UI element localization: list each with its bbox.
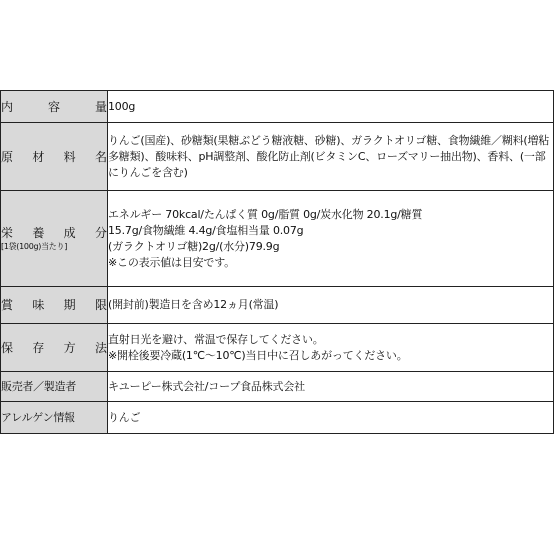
label-char: 名 — [94, 149, 107, 164]
label-char: 保 — [1, 340, 14, 355]
label-char: 分 — [94, 226, 107, 240]
label-cell-ingredients — [1, 123, 108, 191]
label-cell-contents — [1, 91, 108, 123]
seller-value: キユーピー株式会社/コープ食品株式会社 — [108, 379, 305, 393]
row-allergen — [1, 402, 554, 434]
value-cell-seller — [108, 372, 554, 402]
label-char: 存 — [32, 340, 45, 355]
row-label — [1, 149, 107, 165]
row-seller — [1, 372, 554, 402]
label-char: 賞 — [1, 298, 14, 312]
contents-value: 100g — [108, 99, 136, 113]
nutrition-note: ※この表示値は目安です。 — [108, 255, 235, 269]
label-cell-best-before — [1, 287, 108, 324]
product-info-table — [0, 90, 554, 434]
label-cell-seller — [1, 372, 108, 402]
value-cell-allergen — [108, 402, 554, 434]
row-ingredients — [1, 123, 554, 191]
row-best-before — [1, 287, 554, 324]
label-char: 限 — [94, 298, 107, 312]
row-contents — [1, 91, 554, 123]
ingredients-value: りんご(国産)、砂糖類(果糖ぶどう糖液糖、砂糖)、ガラクトオリゴ糖、食物繊維／糊料(増粘多糖類)、酸味料、pH調整剤、酸化防止剤(ビタミンC、ローズマリー抽出物)、香料、(一部にりんごを含む) — [108, 133, 550, 179]
label-char: 養 — [32, 226, 45, 240]
label-char: 法 — [94, 340, 107, 355]
label-char: 料 — [63, 149, 76, 164]
row-storage — [1, 324, 554, 372]
value-cell-ingredients — [108, 123, 554, 191]
label-char: 内 — [1, 99, 14, 114]
nutrition-line: 15.7g/食物繊維 4.4g/食塩相当量 0.07g — [108, 223, 304, 237]
label-char: 方 — [63, 340, 76, 355]
nutrition-line: エネルギー 70kcal/たんぱく質 0g/脂質 0g/炭水化物 20.1g/糖質 — [108, 207, 423, 221]
label-char: 味 — [32, 298, 45, 312]
value-cell-contents — [108, 91, 554, 123]
row-label: 販売者／製造者 — [1, 379, 76, 393]
label-char: 原 — [1, 149, 14, 164]
label-char: 成 — [63, 226, 76, 240]
label-cell-nutrition — [1, 191, 108, 287]
storage-line: ※開栓後要冷蔵(1℃〜10℃)当日中に召しあがってください。 — [108, 348, 408, 362]
value-cell-best-before — [108, 287, 554, 324]
row-nutrition — [1, 191, 554, 287]
label-char: 量 — [94, 99, 107, 114]
label-char: 栄 — [1, 226, 14, 240]
row-label — [1, 225, 107, 241]
row-label — [1, 99, 107, 115]
allergen-value: りんご — [108, 410, 141, 424]
value-cell-storage — [108, 324, 554, 372]
label-cell-storage — [1, 324, 108, 372]
storage-line: 直射日光を避け、常温で保存してください。 — [108, 332, 324, 346]
best-before-value: (開封前)製造日を含め12ヵ月(常温) — [108, 298, 279, 311]
row-label — [1, 340, 107, 356]
row-label — [1, 297, 107, 313]
label-char: 容 — [47, 99, 60, 114]
label-char: 材 — [32, 149, 45, 164]
nutrition-serving-note: [1袋(100g)当たり] — [1, 242, 68, 251]
row-label: アレルゲン情報 — [1, 410, 75, 424]
value-cell-nutrition — [108, 191, 554, 287]
label-cell-allergen — [1, 402, 108, 434]
nutrition-line: (ガラクトオリゴ糖)2g/(水分)79.9g — [108, 239, 280, 253]
label-char: 期 — [63, 298, 76, 312]
